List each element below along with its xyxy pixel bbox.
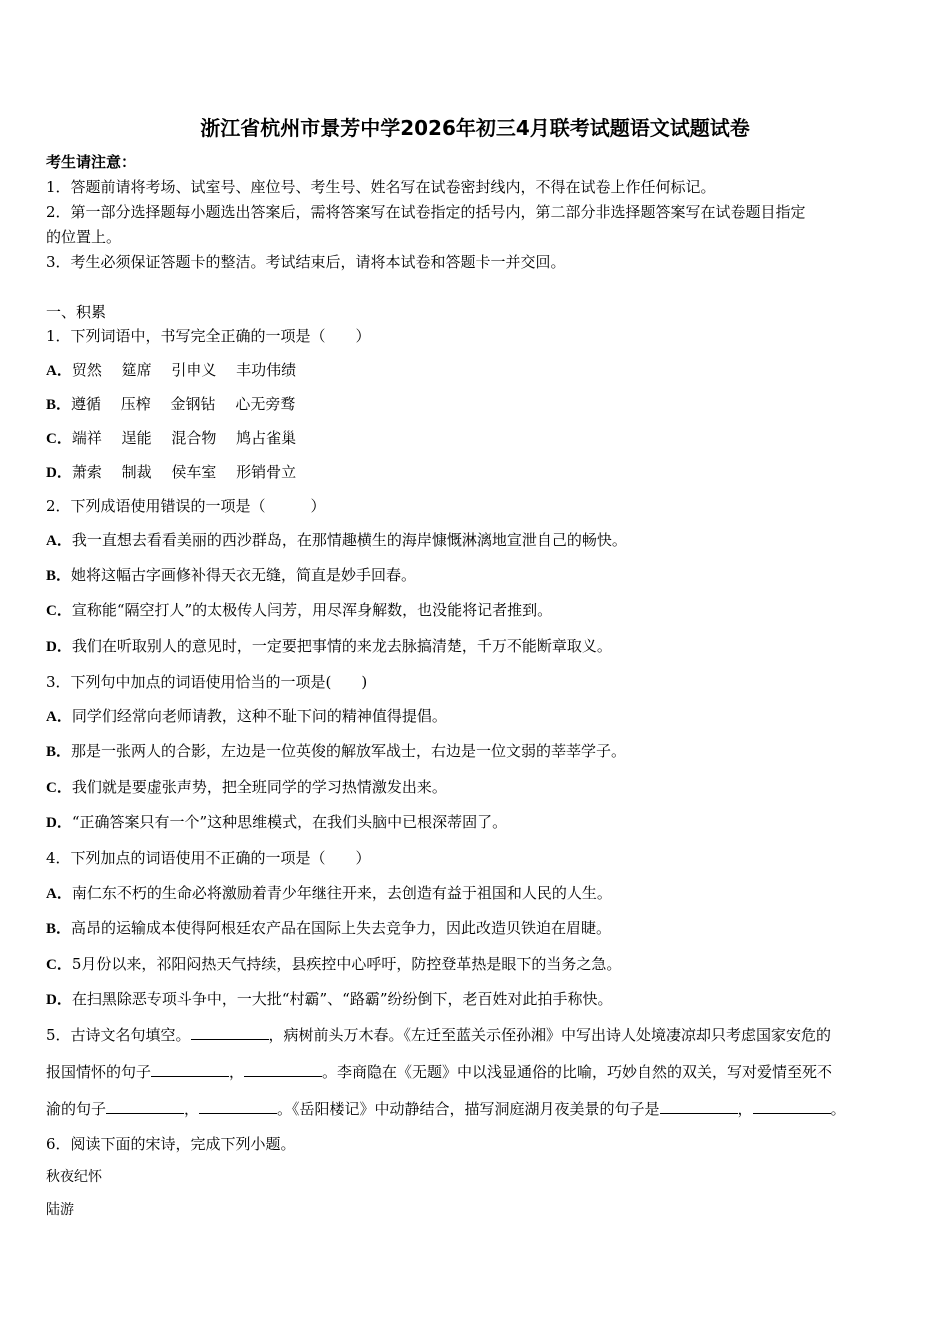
option xyxy=(46,530,627,551)
answer-blank[interactable] xyxy=(191,1025,269,1040)
option-text: 在扫黑除恶专项斗争中，一大批“村霸”、“路霸”纷纷倒下，老百姓对此拍手称快。 xyxy=(71,990,613,1008)
option xyxy=(46,394,295,415)
option-label: B． xyxy=(46,744,72,760)
option xyxy=(46,777,447,798)
option-text: 南仁东不朽的生命必将激励着青少年继往开来，去创造有益于祖国和人民的人生。 xyxy=(71,884,612,902)
option-label: A． xyxy=(46,709,72,725)
option xyxy=(46,812,507,833)
option xyxy=(46,989,613,1010)
option-text: 我一直想去看看美丽的西沙群岛，在那情趣横生的海岸慷慨淋漓地宣泄自己的畅快。 xyxy=(71,531,627,549)
option-text: 我们就是要虚张声势，把全班同学的学习热情激发出来。 xyxy=(71,778,447,796)
option-label: C． xyxy=(46,603,72,619)
answer-blank[interactable] xyxy=(660,1099,738,1114)
notice-item: 3．考生必须保证答题卡的整洁。考试结束后，请将本试卷和答题卡一并交回。 xyxy=(46,253,566,271)
notice-item: 的位置上。 xyxy=(46,228,122,246)
answer-blank[interactable] xyxy=(106,1099,184,1114)
option-label: A． xyxy=(46,886,72,902)
question-stem: 1．下列词语中，书写完全正确的一项是（ ） xyxy=(46,327,371,345)
option-text: 5月份以来，祁阳闷热天气持续，县疾控中心呼吁，防控登革热是眼下的当务之急。 xyxy=(71,955,622,973)
option xyxy=(46,706,447,727)
option-label: A． xyxy=(46,533,72,549)
q5-text: ， xyxy=(184,1100,200,1118)
poem-author: 陆游 xyxy=(46,1202,74,1218)
option-label: C． xyxy=(46,780,72,796)
option xyxy=(46,636,612,657)
q5-text: 。李商隐在《无题》中以浅显通俗的比喻，巧妙自然的双关，写对爱情至死不 xyxy=(322,1063,833,1081)
option-text: 高昂的运输成本使得阿根廷农产品在国际上失去竞争力，因此改造贝铁迫在眉睫。 xyxy=(71,919,612,937)
option-text: 宣称能“隔空打人”的太极传人闫芳，用尽浑身解数，也没能将记者推到。 xyxy=(71,601,553,619)
option-label: C． xyxy=(46,431,72,447)
option-text: 萧索 制裁 侯车室 形销骨立 xyxy=(71,463,297,481)
section-heading: 一、积累 xyxy=(46,303,107,321)
option-label: B． xyxy=(46,568,72,584)
option xyxy=(46,600,552,621)
fill-blank-line xyxy=(46,1025,831,1045)
answer-blank[interactable] xyxy=(151,1062,229,1077)
option-label: B． xyxy=(46,921,72,937)
q5-text: 。《岳阳楼记》中动静结合，描写洞庭湖月夜美景的句子是 xyxy=(277,1100,660,1118)
q5-text: ，病树前头万木春。《左迁至蓝关示侄孙湘》中写出诗人处境凄凉却只考虑国家安危的 xyxy=(268,1026,832,1044)
option-text: 同学们经常向老师请教，这种不耻下问的精神值得提倡。 xyxy=(71,707,447,725)
option-text: 端祥 逞能 混合物 鸠占雀巢 xyxy=(71,429,297,447)
answer-blank[interactable] xyxy=(753,1099,831,1114)
q5-text: ， xyxy=(229,1063,245,1081)
fill-blank-line xyxy=(46,1062,832,1082)
question-stem: 6．阅读下面的宋诗，完成下列小题。 xyxy=(46,1135,296,1153)
option-label: B． xyxy=(46,397,72,413)
question-stem: 2．下列成语使用错误的一项是（ ） xyxy=(46,497,326,515)
option-text: “正确答案只有一个”这种思维模式，在我们头脑中已根深蒂固了。 xyxy=(71,813,508,831)
option-text: 我们在听取别人的意见时，一定要把事情的来龙去脉搞清楚，千万不能断章取义。 xyxy=(71,637,612,655)
option-label: D． xyxy=(46,815,72,831)
question-stem: 3．下列句中加点的词语使用恰当的一项是( ) xyxy=(46,673,368,691)
fill-blank-line xyxy=(46,1099,846,1119)
option xyxy=(46,741,626,762)
option xyxy=(46,428,296,449)
q5-text: 报国情怀的句子 xyxy=(46,1063,152,1081)
page-title: 浙江省杭州市景芳中学2026年初三4月联考试题语文试题试卷 xyxy=(200,116,750,140)
option xyxy=(46,918,611,939)
question-stem: 4．下列加点的词语使用不正确的一项是（ ） xyxy=(46,849,371,867)
option xyxy=(46,954,621,975)
option xyxy=(46,565,416,586)
option xyxy=(46,883,612,904)
option-text: 遵循 压榨 金钢钻 心无旁骛 xyxy=(71,395,296,413)
option-label: D． xyxy=(46,465,72,481)
notice-item: 1．答题前请将考场、试室号、座位号、考生号、姓名写在试卷密封线内，不得在试卷上作任何标记。 xyxy=(46,178,716,196)
notice-heading: 考生请注意： xyxy=(46,153,137,171)
option-label: D． xyxy=(46,992,72,1008)
option-label: A． xyxy=(46,363,72,379)
answer-blank[interactable] xyxy=(199,1099,277,1114)
option-label: C． xyxy=(46,957,72,973)
option xyxy=(46,360,296,381)
option-label: D． xyxy=(46,639,72,655)
q5-text: 5．古诗文名句填空。 xyxy=(46,1026,191,1044)
q5-text: ， xyxy=(737,1100,753,1118)
option-text: 那是一张两人的合影，左边是一位英俊的解放军战士，右边是一位文弱的莘莘学子。 xyxy=(71,742,627,760)
poem-title: 秋夜纪怀 xyxy=(46,1169,102,1185)
answer-blank[interactable] xyxy=(244,1062,322,1077)
notice-item: 2．第一部分选择题每小题选出答案后，需将答案写在试卷指定的括号内，第二部分非选择题答案写在试卷题目指定 xyxy=(46,203,806,221)
option-text: 她将这幅古字画修补得天衣无缝，简直是妙手回春。 xyxy=(71,566,417,584)
q5-text: 渝的句子 xyxy=(46,1100,107,1118)
option-text: 贸然 筵席 引申义 丰功伟绩 xyxy=(71,361,297,379)
q5-text: 。 xyxy=(830,1100,846,1118)
option xyxy=(46,462,296,483)
